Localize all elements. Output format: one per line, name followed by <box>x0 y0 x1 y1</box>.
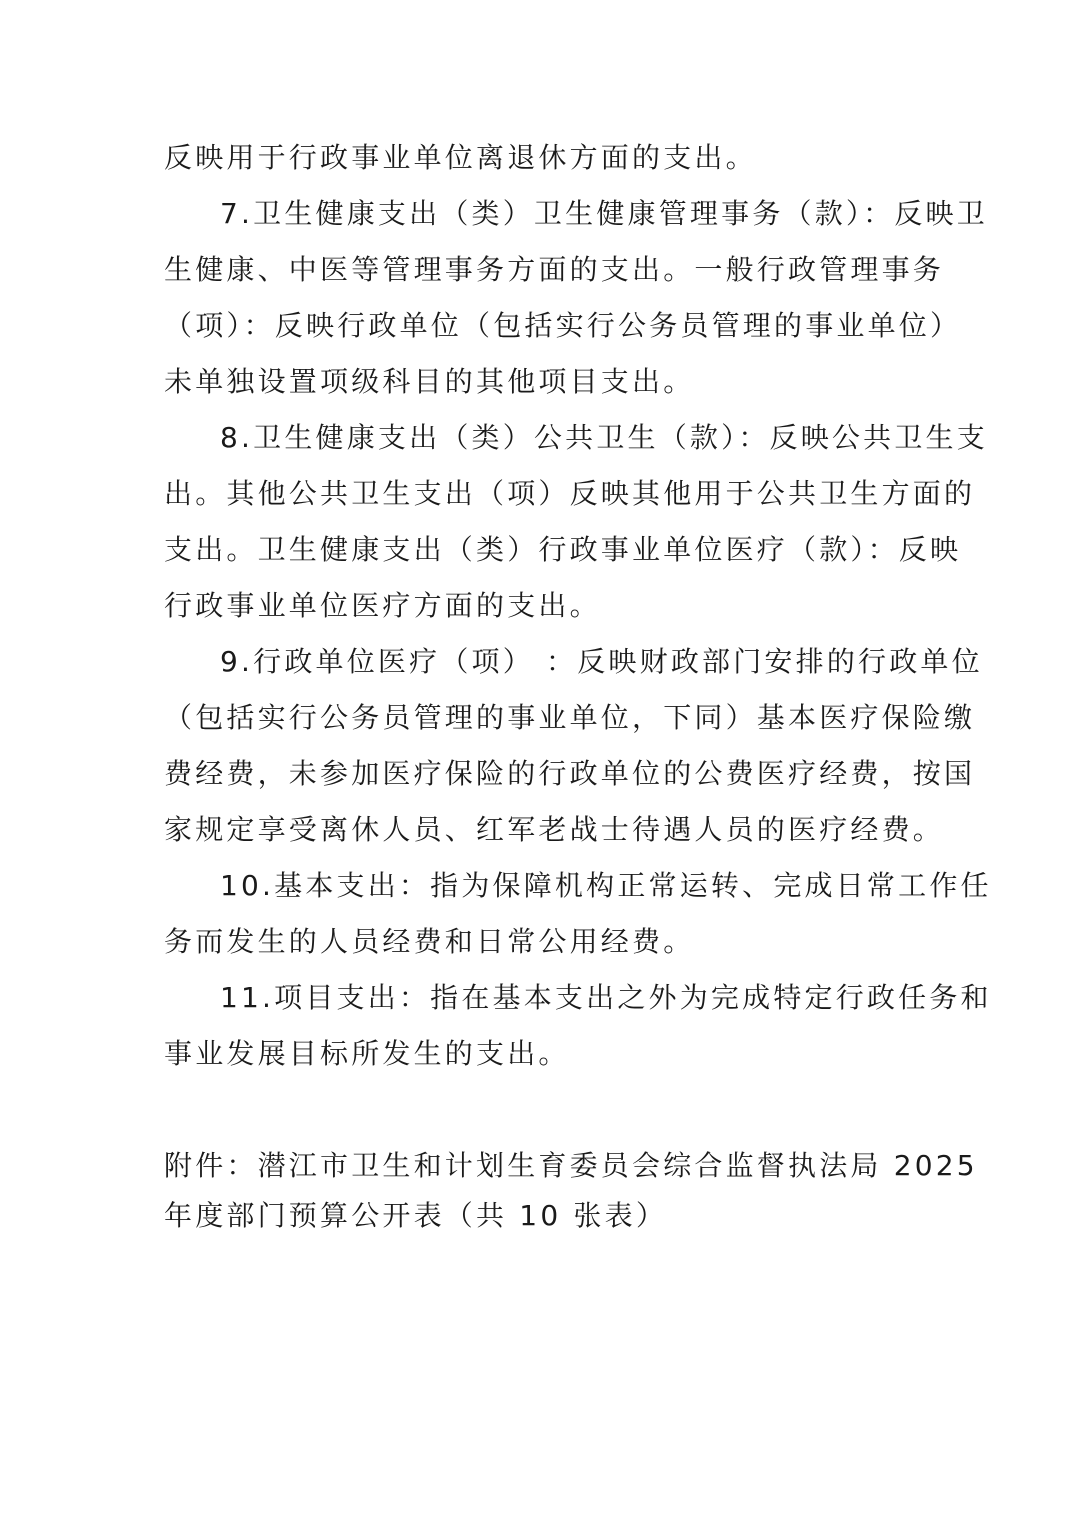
paragraph-8-line-1: 8.卫生健康支出（类）公共卫生（款）：反映公共卫生支 <box>220 421 988 454</box>
paragraph-8-line-2: 出。其他公共卫生支出（项）反映其他用于公共卫生方面的 <box>164 477 976 510</box>
paragraph-7-line-4: 未单独设置项级科目的其他项目支出。 <box>164 365 695 398</box>
paragraph-11-line-2: 事业发展目标所发生的支出。 <box>164 1037 570 1070</box>
paragraph-11-line-1: 11.项目支出：指在基本支出之外为完成特定行政任务和 <box>220 981 992 1014</box>
paragraph-9-line-1: 9.行政单位医疗（项） ：反映财政部门安排的行政单位 <box>220 645 983 678</box>
attachment-line-2: 年度部门预算公开表（共 10 张表） <box>164 1199 668 1232</box>
paragraph-retirement-line-1: 反映用于行政事业单位离退休方面的支出。 <box>164 141 757 174</box>
paragraph-9-line-2: （包括实行公务员管理的事业单位，下同）基本医疗保险缴 <box>164 701 976 734</box>
paragraph-9-line-4: 家规定享受离休人员、红军老战士待遇人员的医疗经费。 <box>164 813 945 846</box>
paragraph-8-line-3: 支出。卫生健康支出（类）行政事业单位医疗（款）：反映 <box>164 533 962 566</box>
paragraph-7-line-2: 生健康、中医等管理事务方面的支出。一般行政管理事务 <box>164 253 945 286</box>
paragraph-9-line-3: 费经费，未参加医疗保险的行政单位的公费医疗经费，按国 <box>164 757 976 790</box>
paragraph-7-line-3: （项）：反映行政单位（包括实行公务员管理的事业单位） <box>164 309 962 342</box>
paragraph-10-line-2: 务而发生的人员经费和日常公用经费。 <box>164 925 695 958</box>
paragraph-8-line-4: 行政事业单位医疗方面的支出。 <box>164 589 601 622</box>
paragraph-7-line-1: 7.卫生健康支出（类）卫生健康管理事务（款）：反映卫 <box>220 197 988 230</box>
paragraph-10-line-1: 10.基本支出：指为保障机构正常运转、完成日常工作任 <box>220 869 992 902</box>
attachment-line-1: 附件：潜江市卫生和计划生育委员会综合监督执法局 2025 <box>164 1149 978 1182</box>
